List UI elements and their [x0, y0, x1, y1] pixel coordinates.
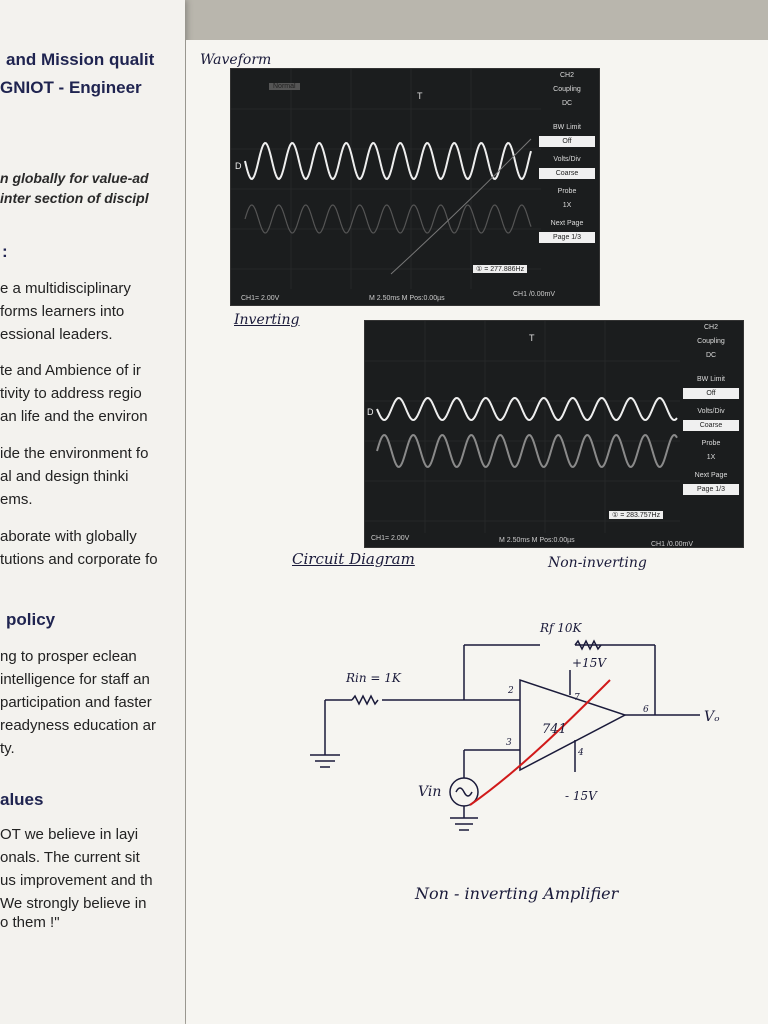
inverting-label: Inverting — [234, 312, 300, 328]
left-line: al and design thinki — [0, 468, 129, 485]
menu-bw-label: BW Limit — [697, 376, 725, 383]
menu-probe-value[interactable]: 1X — [706, 454, 716, 461]
caption-label: Non - inverting Amplifier — [415, 884, 619, 903]
left-line: te and Ambience of ir — [0, 362, 141, 379]
circuit-diagram-label: Circuit Diagram — [292, 550, 415, 568]
menu-bw-value[interactable]: Off — [539, 136, 595, 147]
frequency-readout: ① = 277.886Hz — [473, 265, 527, 273]
menu-coupling-value[interactable]: DC — [705, 352, 717, 359]
left-line: an life and the environ — [0, 408, 148, 425]
vplus-label: +15V — [572, 656, 606, 670]
pin-4: 4 — [578, 748, 584, 758]
timebase: M 2.50ms M Pos:0.00µs — [499, 537, 575, 544]
left-line: ng to prosper eclean — [0, 648, 137, 665]
menu-coupling-label: Coupling — [697, 338, 725, 345]
left-line: ems. — [0, 491, 33, 508]
rf-label: Rf 10K — [540, 621, 582, 635]
menu-next-page[interactable]: Next Page — [694, 472, 728, 479]
left-line: forms learners into — [0, 303, 125, 320]
menu-coupling-value[interactable]: DC — [561, 100, 573, 107]
left-line: GNIOT - Engineer — [0, 78, 142, 97]
left-line: tivity to address regio — [0, 385, 142, 402]
menu-bw-label: BW Limit — [553, 124, 581, 131]
left-heading: alues — [0, 790, 44, 809]
left-line: n globally for value-ad — [0, 170, 149, 186]
svg-text:T: T — [529, 333, 535, 343]
left-heading: policy — [6, 610, 56, 629]
svg-text:D: D — [235, 161, 242, 171]
left-line: We strongly believe in — [0, 895, 147, 912]
vo-label: Vₒ — [704, 709, 720, 725]
pin-3: 3 — [506, 738, 512, 748]
menu-channel[interactable]: CH2 — [703, 324, 718, 331]
left-line: and Mission qualit — [6, 50, 155, 69]
pin-7: 7 — [574, 693, 580, 703]
left-line: ty. — [0, 740, 15, 757]
left-line: e a multidisciplinary — [0, 280, 131, 297]
menu-coupling-label: Coupling — [553, 86, 581, 93]
vin-label: Vin — [418, 784, 442, 800]
frequency-readout: ① = 283.757Hz — [609, 511, 663, 519]
left-line: tutions and corporate fo — [0, 551, 158, 568]
waveform-label: Waveform — [200, 52, 272, 68]
left-line: essional leaders. — [0, 326, 113, 343]
left-line: participation and faster — [0, 694, 152, 711]
left-line: inter section of discipl — [0, 190, 149, 206]
pin-2: 2 — [508, 686, 514, 696]
menu-probe-value[interactable]: 1X — [562, 202, 572, 209]
menu-volts-value[interactable]: Coarse — [683, 420, 739, 431]
left-line: ide the environment fo — [0, 445, 149, 462]
left-heading: : — [2, 242, 8, 261]
svg-text:T: T — [417, 91, 423, 101]
menu-volts-value[interactable]: Coarse — [539, 168, 595, 179]
menu-page: Page 1/3 — [539, 232, 595, 243]
red-annotation-stroke — [470, 680, 610, 805]
timebase: M 2.50ms M Pos:0.00µs — [369, 295, 445, 302]
non-inverting-label: Non-inverting — [548, 555, 647, 571]
menu-next-page[interactable]: Next Page — [550, 220, 584, 227]
menu-probe-label: Probe — [701, 440, 721, 447]
ch1-scale: CH1= 2.00V — [241, 295, 280, 302]
ch1-scale: CH1= 2.00V — [371, 535, 410, 542]
op-amp-symbol — [520, 680, 625, 770]
svg-text:D: D — [367, 407, 374, 417]
pin-6: 6 — [643, 705, 649, 715]
menu-volts-label: Volts/Div — [697, 408, 725, 415]
chip-label: 741 — [542, 722, 567, 737]
menu-bw-value[interactable]: Off — [683, 388, 739, 399]
left-line: OT we believe in layi — [0, 826, 139, 843]
menu-probe-label: Probe — [557, 188, 577, 195]
trigger-mode: Normal — [269, 83, 300, 90]
left-line: us improvement and th — [0, 872, 153, 889]
rin-label: Rin = 1K — [346, 671, 401, 685]
left-line: onals. The current sit — [0, 849, 140, 866]
left-line: readyness education ar — [0, 717, 156, 734]
menu-volts-label: Volts/Div — [553, 156, 581, 163]
trigger-level: CH1 /0.00mV — [513, 291, 556, 298]
left-line: intelligence for staff an — [0, 671, 150, 688]
menu-page: Page 1/3 — [683, 484, 739, 495]
menu-channel[interactable]: CH2 — [559, 72, 574, 79]
left-line: aborate with globally — [0, 528, 137, 545]
trigger-level: CH1 /0.00mV — [651, 541, 694, 548]
left-line: o them !" — [0, 914, 60, 931]
vminus-label: - 15V — [565, 789, 597, 803]
